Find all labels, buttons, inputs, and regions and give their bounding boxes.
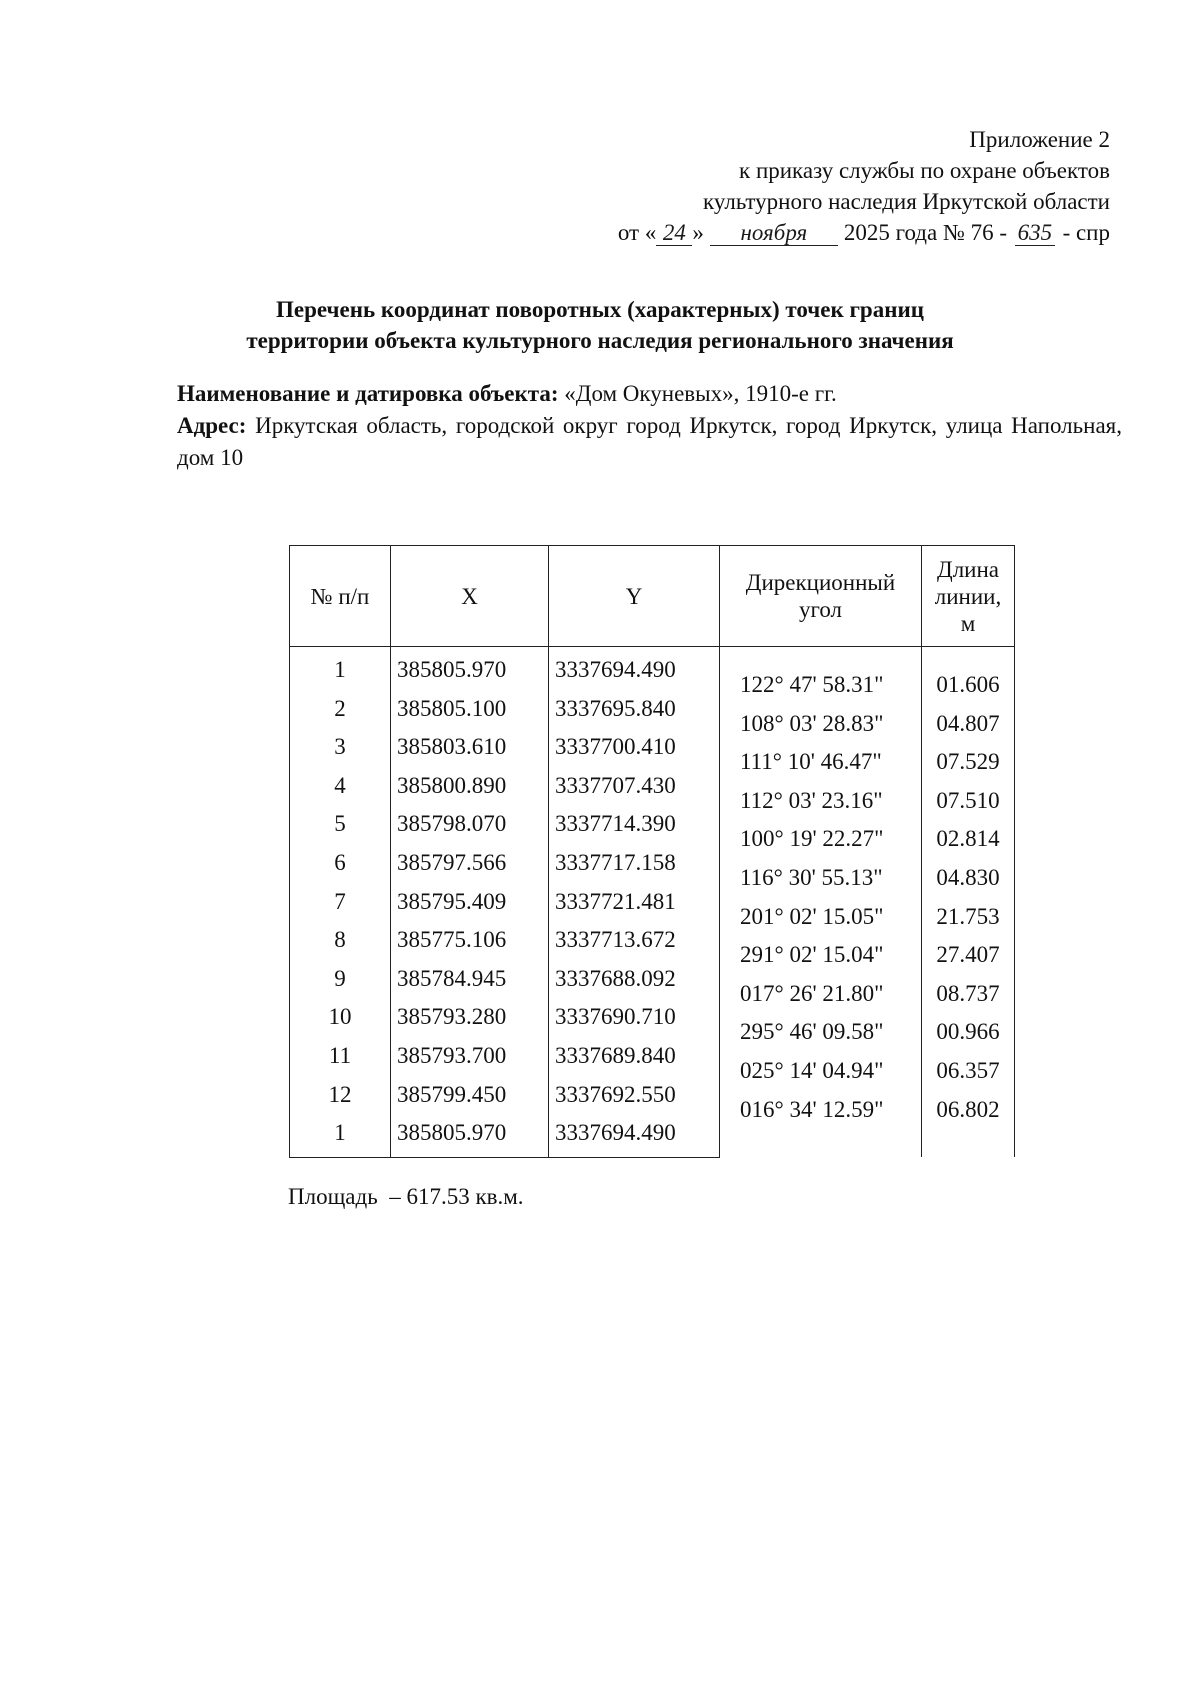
y-coordinate: 3337689.840 (549, 1037, 720, 1076)
line-length: 04.830 (936, 864, 1000, 890)
order-ref-line: к приказу службы по охране объектов (739, 158, 1110, 183)
direction-angle-column (720, 647, 922, 1158)
x-coordinate: 385797.566 (391, 844, 549, 883)
line-length: 00.966 (936, 1019, 1000, 1045)
point-number: 6 (290, 844, 391, 883)
header-x: X (391, 546, 549, 647)
direction-angle: 025° 14' 04.94" (740, 1057, 884, 1083)
table-header-row (290, 546, 1015, 647)
x-coordinate: 385798.070 (391, 805, 549, 844)
line-length: 01.606 (936, 672, 1000, 697)
document-title (150, 294, 1050, 356)
handwritten-month: ноября (710, 221, 838, 246)
x-coordinate: 385805.100 (391, 690, 549, 729)
address-value: Иркутская область, городской округ город Иркутск, город Иркутск, улица Напольная, дом 10 (177, 413, 1122, 470)
line-length: 27.407 (936, 942, 1000, 968)
direction-angle: 295° 46' 09.58" (740, 1019, 884, 1045)
object-info (177, 378, 1122, 474)
direction-angle: 016° 34' 12.59" (740, 1096, 884, 1122)
document-header (618, 124, 1110, 248)
authority-line: культурного наследия Иркутской области (703, 189, 1110, 214)
y-coordinate: 3337690.710 (549, 998, 720, 1037)
object-address (177, 410, 1122, 474)
header-point-number: № п/п (290, 546, 391, 647)
point-number: 1 (290, 1114, 391, 1157)
direction-angle: 201° 02' 15.05" (740, 903, 884, 929)
coordinates-table (289, 545, 1015, 1158)
x-coordinate: 385793.280 (391, 998, 549, 1037)
address-label: Адрес: (177, 413, 247, 438)
x-coordinate: 385805.970 (391, 647, 549, 690)
direction-angle: 122° 47' 58.31" (740, 672, 884, 697)
table-row (290, 647, 1015, 690)
x-coordinate: 385775.106 (391, 921, 549, 960)
order-date-line (618, 217, 1110, 248)
point-number: 5 (290, 805, 391, 844)
y-coordinate: 3337695.840 (549, 690, 720, 729)
x-coordinate: 385799.450 (391, 1076, 549, 1115)
handwritten-day: 24 (656, 221, 692, 246)
y-coordinate: 3337688.092 (549, 960, 720, 999)
column-spacer (720, 647, 921, 666)
direction-angle: 017° 26' 21.80" (740, 980, 884, 1006)
point-number: 10 (290, 998, 391, 1037)
x-coordinate: 385803.610 (391, 728, 549, 767)
point-number: 8 (290, 921, 391, 960)
point-number: 11 (290, 1037, 391, 1076)
line-length: 06.802 (936, 1096, 1000, 1122)
y-coordinate: 3337707.430 (549, 767, 720, 806)
title-line-1: Перечень координат поворотных (характерных) точек границ (276, 297, 924, 322)
x-coordinate: 385795.409 (391, 883, 549, 922)
direction-angle: 108° 03' 28.83" (740, 710, 884, 736)
point-number: 3 (290, 728, 391, 767)
header-line-length: Длина линии, м (922, 546, 1015, 647)
object-name (177, 378, 1122, 410)
line-length: 04.807 (936, 710, 1000, 736)
direction-angle: 111° 10' 46.47" (740, 749, 882, 775)
y-coordinate: 3337700.410 (549, 728, 720, 767)
date-prefix: от « (617, 220, 657, 245)
point-number: 7 (290, 883, 391, 922)
header-y: Y (549, 546, 720, 647)
point-number: 2 (290, 690, 391, 729)
direction-angle: 291° 02' 15.04" (740, 942, 884, 968)
point-number: 12 (290, 1076, 391, 1115)
table-body (290, 647, 1015, 1158)
order-suffix: - спр (1062, 220, 1110, 245)
object-name-label: Наименование и датировка объекта: (177, 381, 559, 406)
direction-angle: 112° 03' 23.16" (740, 787, 883, 813)
line-length: 06.357 (936, 1057, 1000, 1083)
direction-angle: 116° 30' 55.13" (740, 864, 883, 890)
y-coordinate: 3337694.490 (549, 1114, 720, 1157)
y-coordinate: 3337714.390 (549, 805, 720, 844)
y-coordinate: 3337694.490 (549, 647, 720, 690)
appendix-label: Приложение 2 (969, 127, 1110, 152)
column-spacer (922, 647, 1014, 666)
y-coordinate: 3337692.550 (549, 1076, 720, 1115)
x-coordinate: 385800.890 (391, 767, 549, 806)
point-number: 4 (290, 767, 391, 806)
object-name-value: «Дом Окуневых», 1910-е гг. (564, 381, 837, 406)
direction-angle: 100° 19' 22.27" (740, 826, 884, 852)
handwritten-order-number: 635 (1015, 221, 1055, 246)
header-direction-angle: Дирекционный угол (720, 546, 922, 647)
y-coordinate: 3337713.672 (549, 921, 720, 960)
line-length: 07.510 (936, 787, 1000, 813)
x-coordinate: 385784.945 (391, 960, 549, 999)
point-number: 9 (290, 960, 391, 999)
area-total: Площадь – 617.53 кв.м. (288, 1184, 524, 1209)
y-coordinate: 3337717.158 (549, 844, 720, 883)
point-number: 1 (290, 647, 391, 690)
line-length: 08.737 (936, 980, 1000, 1006)
line-length: 21.753 (936, 903, 1000, 929)
x-coordinate: 385805.970 (391, 1114, 549, 1157)
line-length: 07.529 (936, 749, 1000, 775)
line-length: 02.814 (936, 826, 1000, 852)
date-mid: » (692, 220, 704, 245)
y-coordinate: 3337721.481 (549, 883, 720, 922)
title-line-2: территории объекта культурного наследия регионального значения (246, 328, 954, 353)
line-length-column (922, 647, 1015, 1158)
year-text: 2025 года № 76 - (843, 220, 1008, 245)
x-coordinate: 385793.700 (391, 1037, 549, 1076)
